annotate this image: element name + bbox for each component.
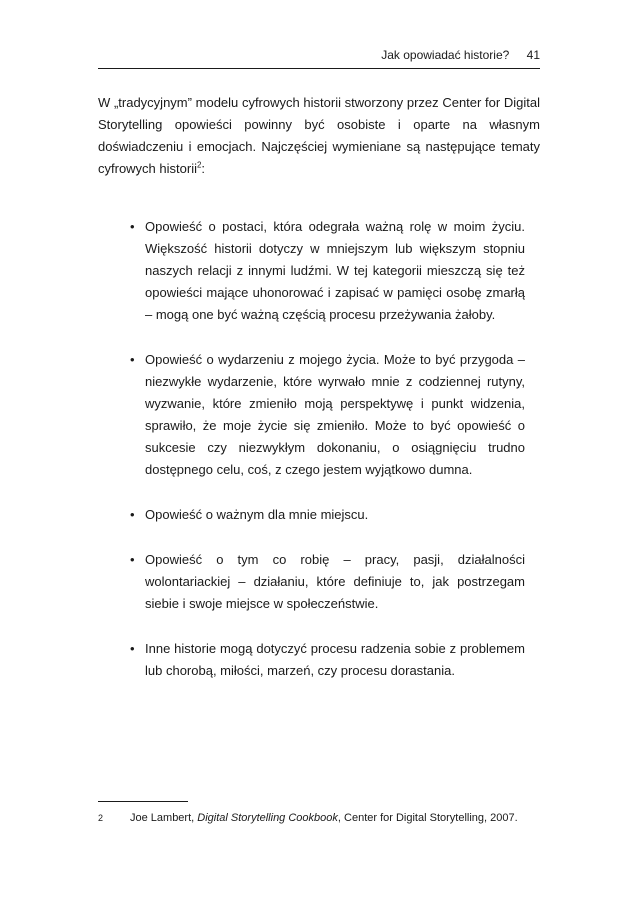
footnote-author: Joe Lambert, bbox=[130, 812, 198, 824]
footnote-rest: , Center for Digital Storytelling, 2007. bbox=[337, 812, 518, 824]
footnote-separator bbox=[98, 801, 188, 802]
running-header-title: Jak opowiadać historie? bbox=[381, 48, 510, 62]
list-item: • Inne historie mogą dotyczyć procesu radzenia sobie z problemem lub chorobą, miłości, marzeń, czy procesu dorastania. bbox=[145, 638, 525, 682]
list-item: • Opowieść o ważnym dla mnie miejscu. bbox=[145, 504, 525, 526]
footnote-number: 2 bbox=[98, 813, 104, 823]
topic-list bbox=[98, 216, 540, 682]
intro-tail: : bbox=[201, 161, 206, 176]
footnote-book-title: Digital Storytelling Cookbook bbox=[197, 812, 338, 824]
list-item: • Opowieść o postaci, która odegrała ważną rolę w moim życiu. Większość historii dotyczy w mniejszym lub większym stopniu naszych relacji z innymi ludźmi. W tej kategorii mieszczą się też opowieści mające uhonorować i zapisać w pamięci osobę zmarłą – mogą one być ważną częścią procesu przeżywania żałoby. bbox=[145, 216, 525, 326]
list-item: • Opowieść o tym co robię – pracy, pasji, działalności wolontariackiej – działaniu, które definiuje to, jak postrzegam siebie i swoje miejsce w społeczeństwie. bbox=[145, 549, 525, 615]
intro-text: W „tradycyjnym” modelu cyfrowych historii stworzony przez Center for Digital Storytelling opowieści powinny być osobiste i oparte na własnym doświadczeniu i emocjach. Najczęściej wymieniane są następujące tematy cyfrowych historii bbox=[98, 95, 540, 176]
running-header bbox=[98, 48, 540, 69]
footnote-reference[interactable]: 2 bbox=[196, 160, 202, 170]
list-item: • Opowieść o wydarzeniu z mojego życia. Może to być przygoda – niezwykłe wydarzenie, które wyrwało mnie z codziennej rutyny, wyzwanie, które zmieniło moją perspektywę i punkt widzenia, sprawiło, że moje życie się zmieniło. Może to być opowieść o sukcesie czy niezwykłym dokonaniu, o osiągnięciu trudno dostępnego celu, coś, z czego jestem wyjątkowo dumna. bbox=[145, 349, 525, 481]
page-number: 41 bbox=[526, 48, 540, 62]
main-text bbox=[98, 92, 540, 705]
footnote bbox=[98, 811, 548, 825]
intro-paragraph bbox=[98, 92, 540, 180]
